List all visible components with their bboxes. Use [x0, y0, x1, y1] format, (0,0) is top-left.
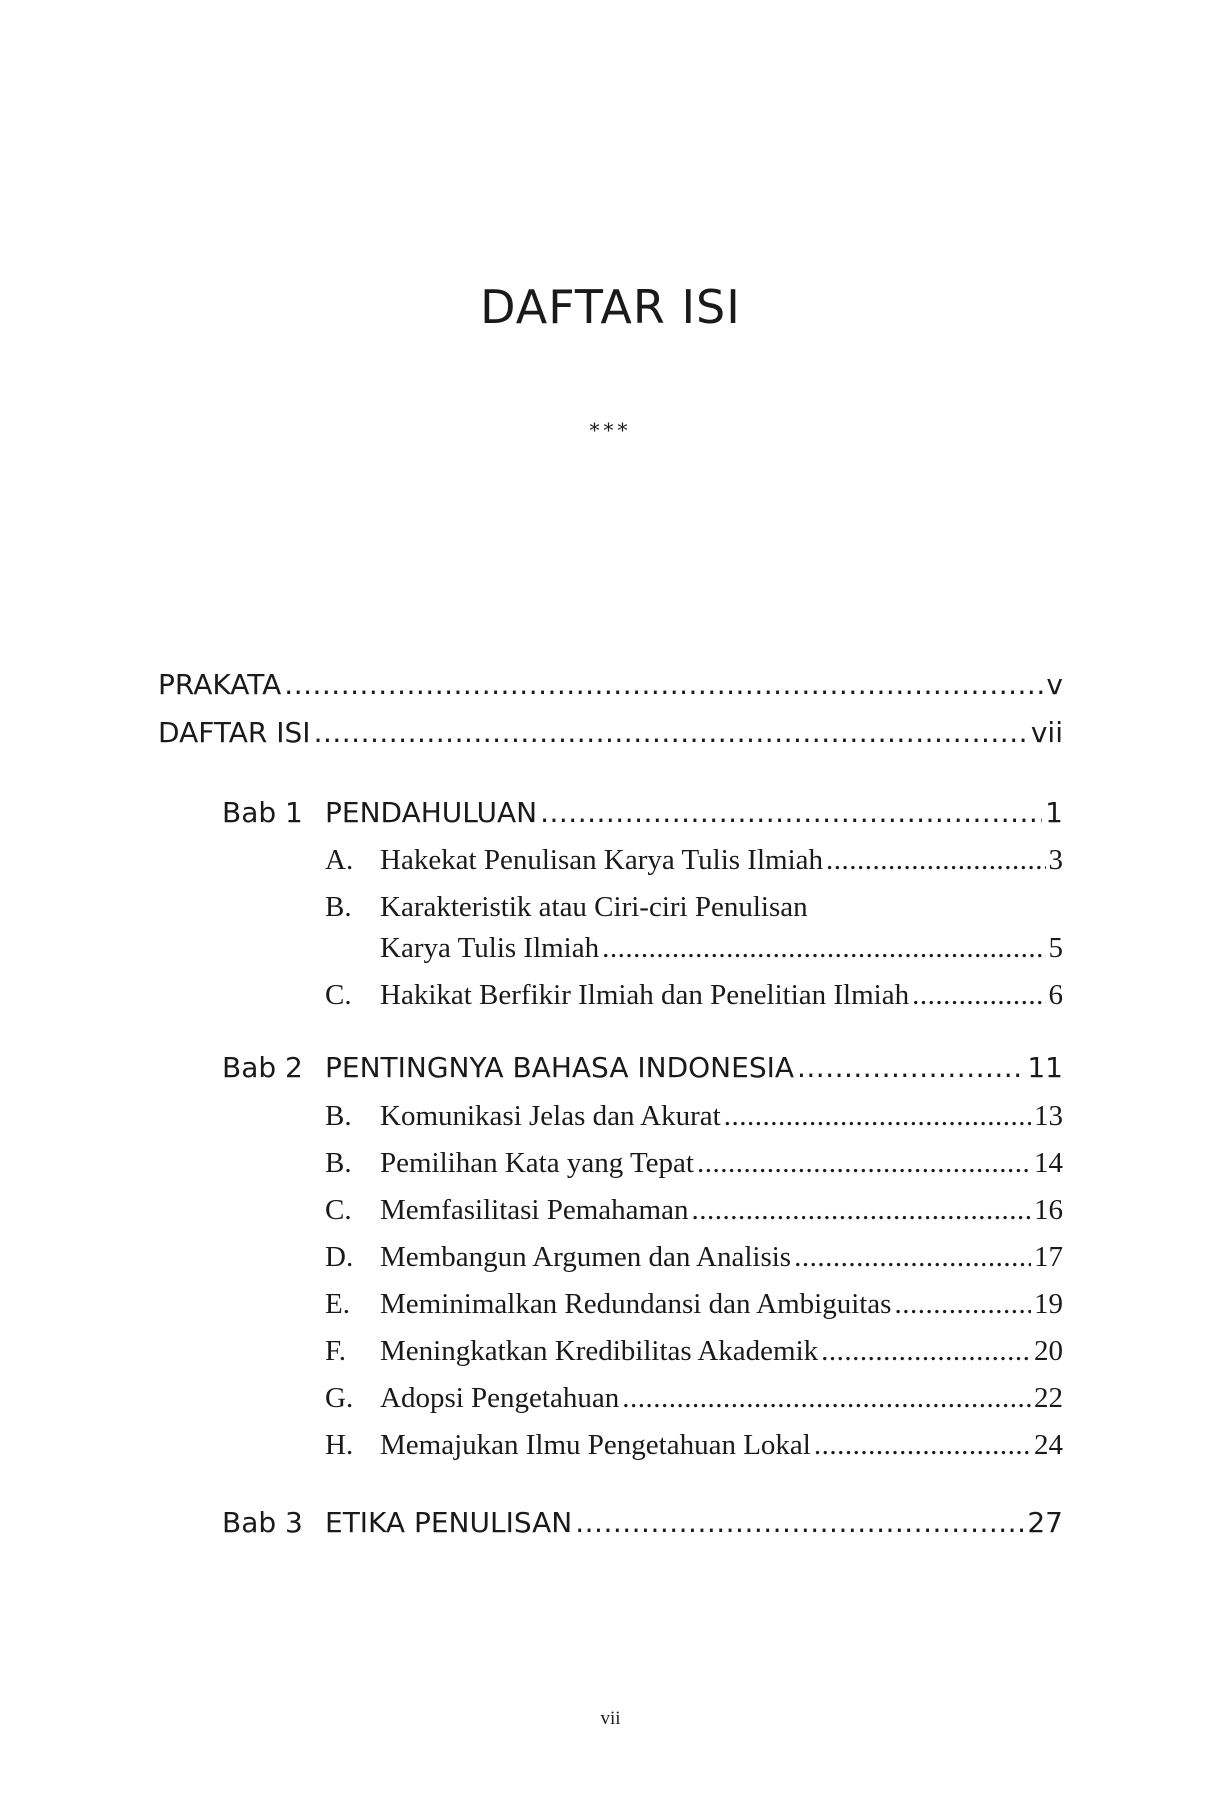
- page-title: DAFTAR ISI: [480, 280, 741, 334]
- item-title: Hakikat Berfikir Ilmiah dan Penelitian Ilmiah: [380, 979, 910, 1011]
- toc-item-entry[interactable]: [380, 1288, 1063, 1321]
- item-page: 14: [1034, 1147, 1063, 1179]
- item-letter: C.: [325, 1194, 352, 1226]
- item-letter: A.: [325, 844, 354, 876]
- item-page: 24: [1034, 1429, 1063, 1461]
- toc-chapter-entry[interactable]: [325, 1051, 1063, 1084]
- item-letter: B.: [325, 1147, 352, 1179]
- item-letter: B.: [325, 891, 352, 923]
- toc-chapter-entry[interactable]: [325, 796, 1063, 829]
- item-page: 20: [1034, 1335, 1063, 1367]
- ornament-separator: ***: [589, 418, 632, 442]
- toc-item-entry[interactable]: [380, 1335, 1063, 1368]
- item-page: 22: [1034, 1382, 1063, 1414]
- item-page: 17: [1034, 1241, 1063, 1273]
- item-title: Komunikasi Jelas dan Akurat: [380, 1100, 721, 1132]
- dot-leader: [821, 1335, 1031, 1368]
- chapter-title: ETIKA PENULISAN: [325, 1506, 573, 1539]
- chapter-page: 27: [1027, 1506, 1063, 1539]
- toc-item-entry[interactable]: [380, 1100, 1063, 1133]
- dot-leader: [912, 979, 1045, 1012]
- dot-leader: [575, 1506, 1024, 1539]
- dot-leader: [622, 1382, 1031, 1415]
- item-page: 6: [1048, 979, 1063, 1011]
- toc-entry-page: vii: [1030, 716, 1063, 749]
- chapter-page: 11: [1027, 1051, 1063, 1084]
- chapter-number: Bab 2: [222, 1051, 303, 1084]
- item-title: Adopsi Pengetahuan: [380, 1382, 620, 1414]
- item-letter: C.: [325, 979, 352, 1011]
- item-letter: E.: [325, 1288, 350, 1320]
- dot-leader: [797, 1051, 1024, 1084]
- item-title: Memfasilitasi Pemahaman: [380, 1194, 689, 1226]
- dot-leader: [284, 668, 1043, 701]
- dot-leader: [794, 1241, 1031, 1274]
- item-page: 16: [1034, 1194, 1063, 1226]
- toc-item-entry[interactable]: [380, 1147, 1063, 1180]
- toc-item-entry[interactable]: [380, 1194, 1063, 1227]
- item-letter: D.: [325, 1241, 354, 1273]
- dot-leader: [540, 796, 1042, 829]
- item-title: Memajukan Ilmu Pengetahuan Lokal: [380, 1429, 811, 1461]
- dot-leader: [314, 716, 1028, 749]
- item-title: Meningkatkan Kredibilitas Akademik: [380, 1335, 819, 1367]
- item-page: 13: [1034, 1100, 1063, 1132]
- item-letter: B.: [325, 1100, 352, 1132]
- dot-leader: [697, 1147, 1031, 1180]
- chapter-title: PENDAHULUAN: [325, 796, 538, 829]
- toc-item-entry[interactable]: [380, 932, 1063, 965]
- toc-entry-daftar-isi[interactable]: [158, 716, 1063, 749]
- toc-item-entry[interactable]: [380, 1241, 1063, 1274]
- dot-leader: [602, 932, 1045, 965]
- toc-item-entry[interactable]: [380, 844, 1063, 877]
- toc-item-entry[interactable]: [380, 979, 1063, 1012]
- item-title: Hakekat Penulisan Karya Tulis Ilmiah: [380, 844, 824, 876]
- toc-item-entry[interactable]: [380, 1382, 1063, 1415]
- item-page: 19: [1034, 1288, 1063, 1320]
- item-page: 3: [1048, 844, 1063, 876]
- item-title: Meminimalkan Redundansi dan Ambiguitas: [380, 1288, 892, 1320]
- chapter-number: Bab 1: [222, 796, 303, 829]
- item-letter: G.: [325, 1382, 354, 1414]
- chapter-number: Bab 3: [222, 1506, 303, 1539]
- toc-entry-label: DAFTAR ISI: [158, 716, 311, 749]
- dot-leader: [724, 1100, 1031, 1133]
- dot-leader: [691, 1194, 1031, 1227]
- item-letter: H.: [325, 1429, 354, 1461]
- item-page: 5: [1048, 932, 1063, 964]
- item-title: Membangun Argumen dan Analisis: [380, 1241, 792, 1273]
- dot-leader: [826, 844, 1045, 877]
- toc-entry-page: v: [1046, 668, 1063, 701]
- item-letter: F.: [325, 1335, 347, 1367]
- dot-leader: [894, 1288, 1031, 1321]
- item-title-line1[interactable]: Karakteristik atau Ciri-ciri Penulisan: [380, 891, 808, 923]
- toc-entry-prakata[interactable]: [158, 668, 1063, 701]
- page-number-footer: vii: [600, 1708, 621, 1729]
- chapter-title: PENTINGNYA BAHASA INDONESIA: [325, 1051, 794, 1084]
- chapter-page: 1: [1045, 796, 1063, 829]
- toc-entry-label: PRAKATA: [158, 668, 282, 701]
- item-title: Pemilihan Kata yang Tepat: [380, 1147, 694, 1179]
- item-title-line2: Karya Tulis Ilmiah: [380, 932, 600, 964]
- toc-item-entry[interactable]: [380, 1429, 1063, 1462]
- toc-chapter-entry[interactable]: [325, 1506, 1063, 1539]
- dot-leader: [814, 1429, 1031, 1462]
